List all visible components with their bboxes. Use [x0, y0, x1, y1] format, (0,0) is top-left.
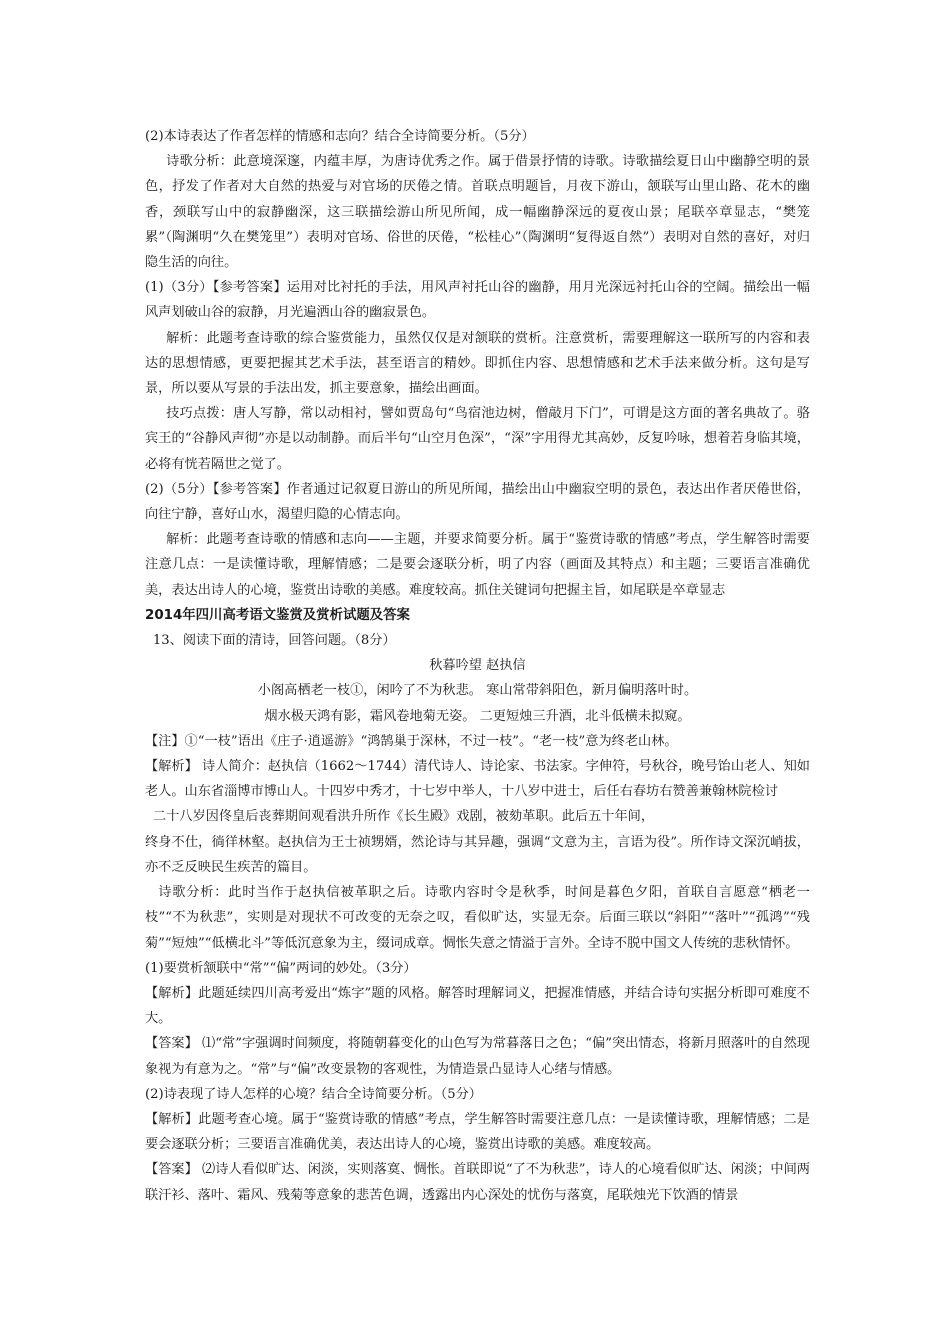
- poem-note: 【注】①“一枝”语出《庄子·逍遥游》“鸿鹄巢于深林，不过一枝”。“老一枝”意为终老山林。: [145, 733, 678, 749]
- poet-intro-continued: 二十八岁因佟皇后丧葬期间观看洪升所作《长生殿》戏剧，被劾革职。此后五十年间，: [152, 809, 655, 825]
- sub-question-2-analysis: 【解析】此题考查心境。属于“鉴赏诗歌的情感”考点，学生解答时需要注意几点：一是读懂诗歌，理解情感；二是要会逐联分析；三要语言准确优美，表达出诗人的心境，鉴赏出诗歌的美感。难度较高。: [145, 1111, 810, 1153]
- poet-intro-end: 终身不仕，徜徉林壑。赵执信为王士祯甥婿，然论诗与其异趣，强调“文意为主，言语为役”。所作诗文深沉峭拔，亦不乏反映民生疾苦的篇目。: [145, 834, 810, 875]
- sub-question-1-answer: 【答案】 ⑴“常”字强调时间频度，将随朝暮变化的山色写为常暮落日之色；“偏”突出情态，将新月照落叶的自然现象视为有意为之。“常”与“偏”改变景物的客观性，为情造景凸显诗人心绪与情感。: [145, 1036, 810, 1077]
- poem-line-1: 小阁高栖老一枝①，闲吟了不为秋悲。 寒山常带斜阳色，新月偏明落叶时。: [257, 683, 698, 699]
- analysis-2: 解析：此题考查诗歌的情感和志向——主题，并要求简要分析。属于“鉴赏诗歌的情感”考点，学生解答时需要注意几点：一是读懂诗歌，理解情感；二是要会逐联分析，明了内容（画面及其特点）和主题；三要语言准确优美，表达出诗人的心境，鉴赏出诗歌的美感。难度较高。抓住关键词句把握主旨，如尾联是卒章显志: [145, 532, 810, 598]
- poem-analysis-2: 诗歌分析：此时当作于赵执信被革职之后。诗歌内容时令是秋季，时间是暮色夕阳，首联自言愿意“栖老一枝”“不为秋悲”，实则是对现状不可改变的无奈之叹，看似旷达，实显无奈。后面三联以“斜阳”“落叶”“孤鸿”“残菊”“短烛”“低横北斗”等低沉意象为主，缀词成章。惆怅失意之情溢于言外。全诗不脱中国文人传统的悲秋情怀。: [145, 885, 810, 951]
- poem-analysis: 诗歌分析：此意境深邃，内蕴丰厚，为唐诗优秀之作。属于借景抒情的诗歌。诗歌描绘夏日山中幽静空明的景色，抒发了作者对大自然的热爱与对官场的厌倦之情。首联点明题旨，月夜下游山，颔联写山里山路、花木的幽香，颈联写山中的寂静幽深，这三联描绘游山所见所闻，成一幅幽静深远的夏夜山景；尾联卒章显志，“樊笼累”（陶渊明“久在樊笼里”）表明对官场、俗世的厌倦，“松桂心”（陶渊明“复得返自然”）表明对自然的喜好，对归隐生活的向往。: [145, 154, 810, 271]
- answer-1: (1)（3分）【参考答案】运用对比衬托的手法，用风声衬托山谷的幽静，用月光深远衬托山谷的空阔。描绘出一幅风声划破山谷的寂静，月光遍洒山谷的幽寂景色。: [145, 280, 810, 321]
- document-page: [145, 124, 810, 1208]
- poem-line-2: 烟水极天鸿有影，霜风卷地菊无姿。 二更短烛三升酒，北斗低横未拟窥。: [264, 708, 691, 724]
- question-13: 13、阅读下面的清诗，回答问题。（8分）: [152, 633, 396, 649]
- sub-question-1-analysis: 【解析】此题延续四川高考爱出“炼字”题的风格。解答时理解词义，把握准情感，并结合诗句实据分析即可难度不大。: [145, 985, 810, 1027]
- section-heading: 2014年四川高考语文鉴赏及赏析试题及答案: [145, 607, 410, 623]
- sub-question-2-answer: 【答案】 ⑵诗人看似旷达、闲淡，实则落寞、惆怅。首联即说“了不为秋悲”，诗人的心境看似旷达、闲淡；中间两联汗衫、落叶、霜风、残菊等意象的悲苦色调，透露出内心深处的忧伤与落寞，尾联烛光下饮酒的情景: [145, 1162, 810, 1203]
- question-2: (2)本诗表达了作者怎样的情感和志向？结合全诗简要分析。（5分）: [145, 129, 535, 144]
- answer-2: (2)（5分）【参考答案】作者通过记叙夏日游山的所见所闻，描绘出山中幽寂空明的景色，表达出作者厌倦世俗，向往宁静，喜好山水，渴望归隐的心情志向。: [145, 481, 810, 523]
- sub-question-1: (1)要赏析颔联中“常”“偏”两词的妙处。（3分）: [145, 960, 417, 976]
- technique-tip: 技巧点拨：唐人写静，常以动相衬，譬如贾岛句“鸟宿池边树，僧敲月下门”，可谓是这方面的著名典故了。骆宾王的“谷静风声彻”亦是以动制静。而后半句“山空月色深”，“深”字用得尤其高妙，反复吟咏，想着若身临其境，必将有恍若隔世之觉了。: [145, 406, 810, 472]
- analysis-1: 解析：此题考查诗歌的综合鉴赏能力，虽然仅仅是对颔联的赏析。注意赏析，需要理解这一联所写的内容和表达的思想情感，更要把握其艺术手法，甚至语言的精妙。即抓住内容、思想情感和艺术手法来做分析。这句是写景，所以要从写景的手法出发，抓主要意象，描绘出画面。: [145, 330, 810, 397]
- sub-question-2: (2)诗表现了诗人怎样的心境？结合全诗简要分析。（5分）: [145, 1086, 482, 1102]
- poem-title: 秋暮吟望 赵执信: [429, 658, 526, 674]
- poet-intro: 【解析】 诗人简介：赵执信（1662～1744）清代诗人、诗论家、书法家。字伸符，号秋谷，晚号饴山老人、知如老人。山东省淄博市博山人。十四岁中秀才，十七岁中举人，十八岁中进士，后任右春坊右赞善兼翰林院检讨: [145, 759, 810, 800]
